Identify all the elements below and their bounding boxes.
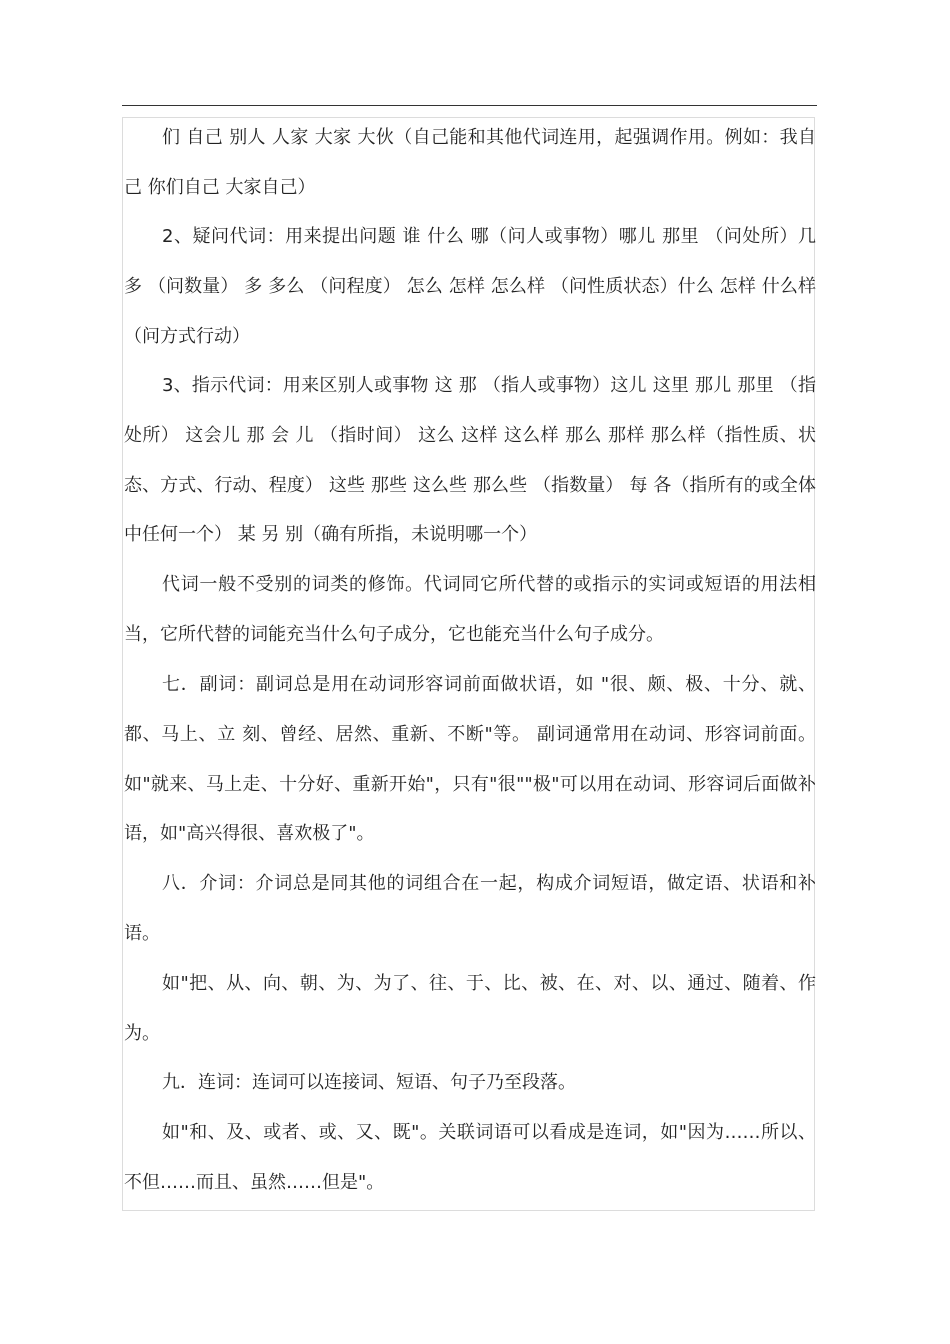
paragraph-demonstrative-pronoun: 3、指示代词：用来区别人或事物 这 那 （指人或事物）这儿 这里 那儿 那里 （指处所） 这会儿 那 会 儿 （指时间） 这么 这样 这么样 那么 那样 那么样（指性质、状态、方式、行动、程度） 这些 那些 这么些 那么些 （指数量） 每 各（指所有的或全体中任何一个） 某 另 别（确有所指，未说明哪一个）: [124, 375, 816, 546]
paragraph-adverb: 七．副词：副词总是用在动词形容词前面做状语，如 "很、颇、极、十分、就、都、马上、立 刻、曾经、居然、重新、不断"等。 副词通常用在动词、形容词前面。如"就来、马上走、十分好、重新开始"，只有"很""极"可以用在动词、形容词后面做补语，如"高兴得很、喜欢极了"。: [124, 674, 816, 845]
paragraph-preposition: 八．介词：介词总是同其他的词组合在一起，构成介词短语，做定语、状语和补语。: [124, 873, 816, 944]
paragraph-conjunction: 九．连词：连词可以连接词、短语、句子乃至段落。: [162, 1072, 576, 1093]
paragraph-pronoun-reflexive: 们 自己 别人 人家 大家 大伙（自己能和其他代词连用，起强调作用。例如：我自己 你们自己 大家自己）: [124, 127, 816, 198]
header-rule: [122, 105, 817, 106]
paragraph-conjunction-examples: 如"和、及、或者、或、又、既"。关联词语可以看成是连词，如"因为……所以、不但……而且、虽然……但是"。: [124, 1122, 816, 1193]
paragraph-interrogative-pronoun: 2、疑问代词：用来提出问题 谁 什么 哪（问人或事物）哪儿 那里 （问处所）几 多 （问数量） 多 多么 （问程度） 怎么 怎样 怎么样 （问性质状态）什么 怎样 什么样 （问方式行动）: [124, 226, 816, 347]
paragraph-pronoun-note: 代词一般不受别的词类的修饰。代词同它所代替的或指示的实词或短语的用法相当，它所代替的词能充当什么句子成分，它也能充当什么句子成分。: [124, 574, 816, 645]
paragraph-preposition-examples: 如"把、从、向、朝、为、为了、往、于、比、被、在、对、以、通过、随着、作为。: [124, 973, 816, 1044]
